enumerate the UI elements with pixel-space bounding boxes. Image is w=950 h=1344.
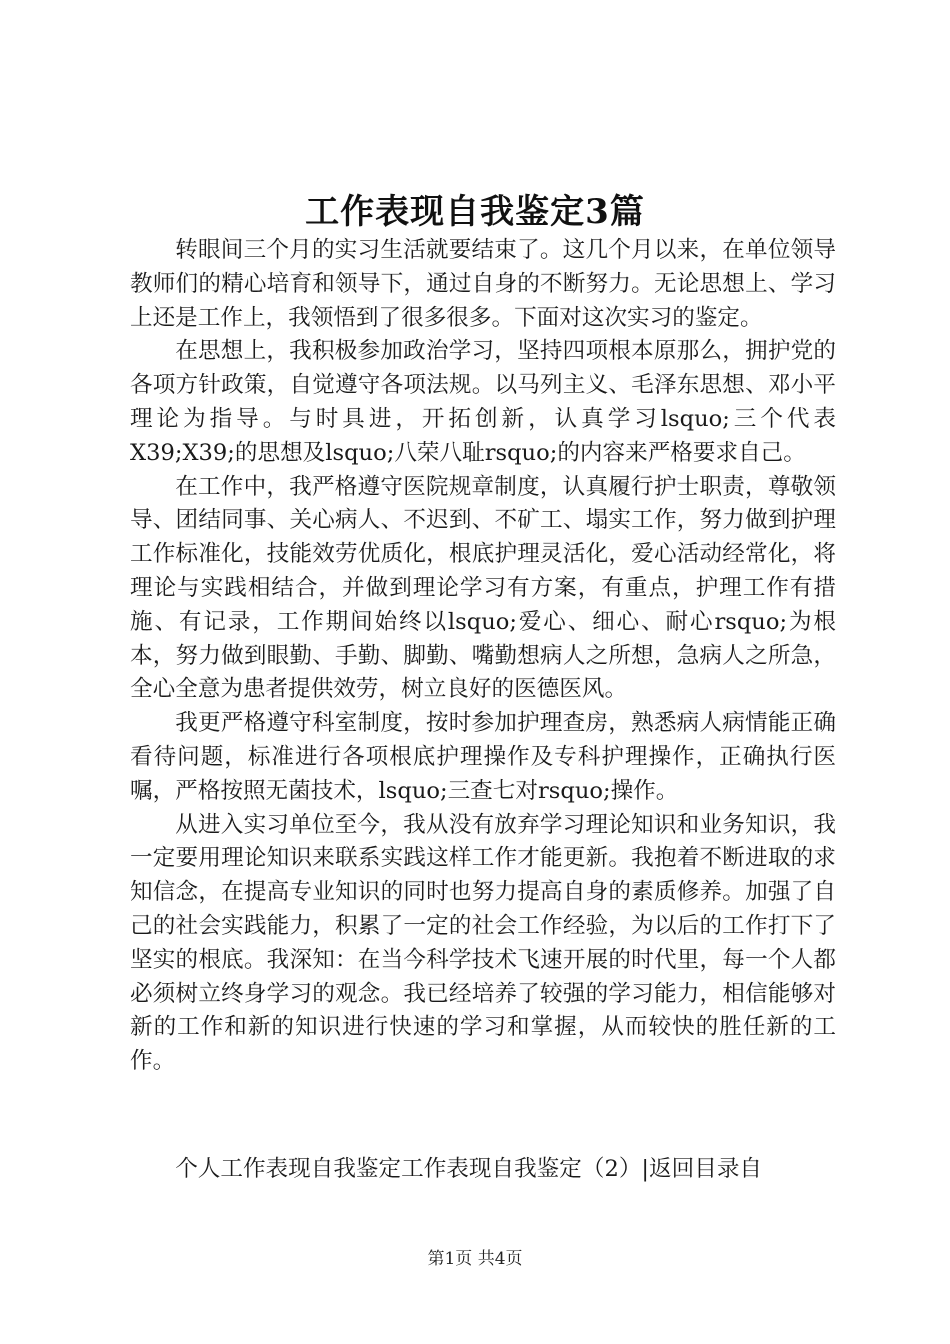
paragraph: 转眼间三个月的实习生活就要结束了。这几个月以来，在单位领导教师们的精心培育和领导下，通过自身的不断努力。无论思想上、学习上还是工作上，我领悟到了很多很多。下面对这次实习的鉴定。 [130,237,836,331]
document-title: 工作表现自我鉴定3篇 [305,192,645,232]
page-number: 第1页 共4页 [427,1249,523,1269]
paragraph: 在思想上，我积极参加政治学习，坚持四项根本原那么，拥护党的各项方针政策，自觉遵守各项法规。以马列主义、毛泽东思想、邓小平理论为指导。与时具进，开拓创新，认真学习lsquo;三个代表X39;X39;的思想及lsquo;八荣八耻rsquo;的内容来严格要求自己。 [130,338,836,466]
paragraph: 我更严格遵守科室制度，按时参加护理查房，熟悉病人病情能正确看待问题，标准进行各项根底护理操作及专科护理操作，正确执行医嘱，严格按照无菌技术，lsquo;三查七对rsquo;操作。 [130,710,836,804]
paragraph: 在工作中，我严格遵守医院规章制度，认真履行护士职责，尊敬领导、团结同事、关心病人、不迟到、不矿工、塌实工作，努力做到护理工作标准化，技能效劳优质化，根底护理灵活化，爱心活动经常化，将理论与实践相结合，并做到理论学习有方案，有重点，护理工作有措施、有记录，工作期间始终以lsquo;爱心、细心、耐心rsquo;为根本，努力做到眼勤、手勤、脚勤、嘴勤想病人之所想，急病人之所急，全心全意为患者提供效劳，树立良好的医德医风。 [130,473,836,703]
next-section-link-line[interactable]: 个人工作表现自我鉴定工作表现自我鉴定（2）|返回目录自 [175,1156,763,1182]
document-body [130,234,836,1079]
paragraph: 从进入实习单位至今，我从没有放弃学习理论知识和业务知识，我一定要用理论知识来联系实践这样工作才能更新。我抱着不断进取的求知信念，在提高专业知识的同时也努力提高自身的素质修养。加强了自己的社会实践能力，积累了一定的社会工作经验，为以后的工作打下了坚实的根底。我深知：在当今科学技术飞速开展的时代里，每一个人都必须树立终身学习的观念。我已经培养了较强的学习能力，相信能够对新的工作和新的知识进行快速的学习和掌握，从而较快的胜任新的工作。 [130,811,836,1075]
